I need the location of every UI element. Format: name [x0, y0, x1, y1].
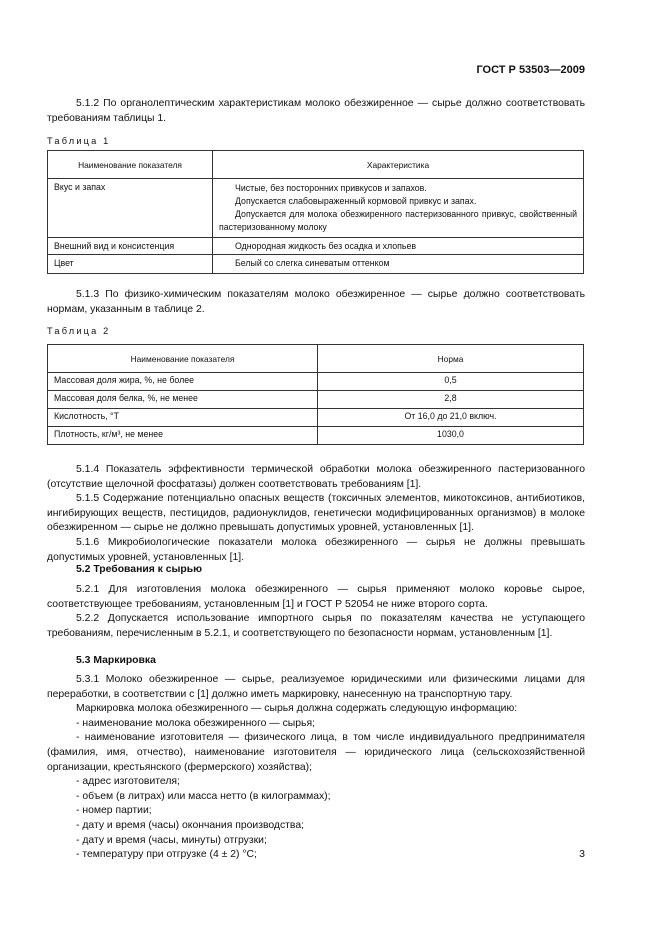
list-item: - дату и время (часы, минуты) отгрузки;	[76, 834, 267, 846]
paragraph-5-1-5: 5.1.5 Содержание потенциально опасных веществ (токсичных элементов, микотоксинов, антибиотиков, ингибирующих веществ, пестицидов, радионуклидов, генетически модифицированных организмов) в молоке обезжиренном — сырье не должно превышать допустимых уровней, установленных [1].	[47, 493, 585, 534]
table2-header-norm: Норма	[318, 345, 584, 373]
char-line: Допускается для молока обезжиренного пастеризованного привкус, свойственный пастеризованному молоку	[219, 209, 577, 232]
paragraph-5-2-2: 5.2.2 Допускается использование импортного сырья по показателям качества не уступающего требованиям, перечисленным в 5.2.1, и соответствующего по безопасности нормам, установленным [1].	[47, 613, 585, 639]
table1-header-name: Наименование показателя	[48, 151, 213, 179]
table2-header-name: Наименование показателя	[48, 345, 318, 373]
table1-cell-name: Цвет	[48, 255, 213, 274]
paragraph-5-1-4: 5.1.4 Показатель эффективности термической обработки молока обезжиренного пастеризованного (отсутствие щелочной фосфатазы) должен соответствовать требованиям [1].	[47, 464, 585, 490]
table2-caption: Таблица 2	[47, 326, 111, 336]
document-header: ГОСТ Р 53503—2009	[476, 64, 585, 76]
table2-cell-name: Массовая доля белка, %, не менее	[48, 391, 318, 409]
table2-cell-value: 2,8	[318, 391, 584, 409]
table2-cell-value: 1030,0	[318, 427, 584, 445]
table1-cell-char: Белый со слегка синеватым оттенком	[213, 255, 584, 274]
paragraph-5-1-3: 5.1.3 По физико-химическим показателям молоко обезжиренное — сырье должно соответствовать нормам, указанным в таблице 2.	[47, 289, 585, 315]
section-5-3-body	[47, 673, 585, 863]
table2-cell-name: Плотность, кг/м³, не менее	[48, 427, 318, 445]
table-row	[48, 391, 584, 409]
table2-cell-name: Кислотность, °Т	[48, 409, 318, 427]
section-5-2-body	[47, 583, 585, 641]
list-item: - номер партии;	[76, 805, 152, 817]
table-row	[48, 255, 584, 274]
table1-cell-char: Однородная жидкость без осадка и хлопьев	[213, 238, 584, 255]
section-heading-5-2: 5.2 Требования к сырью	[76, 564, 203, 575]
table-row	[48, 238, 584, 255]
table2-cell-name: Массовая доля жира, %, не более	[48, 373, 318, 391]
section-heading-5-3: 5.3 Маркировка	[76, 655, 156, 666]
table1-cell-char	[213, 179, 584, 238]
list-item: - дату и время (часы) окончания производства;	[76, 819, 305, 831]
table1-cell-name: Внешний вид и консистенция	[48, 238, 213, 255]
char-line: Допускается слабовыраженный кормовой привкус и запах.	[235, 196, 477, 206]
table-row	[48, 409, 584, 427]
list-item: - наименование молока обезжиренного — сырья;	[76, 717, 315, 729]
list-item: - температуру при отгрузке (4 ± 2) °С;	[76, 849, 257, 861]
list-item: - наименование изготовителя — физического лица, в том числе индивидуального предпринимателя (фамилия, имя, отчество), наименование изготовителя — юридического лица (сельскохозяйственной организации, крестьянского (фермерского) хозяйства);	[47, 732, 585, 773]
table-row	[48, 427, 584, 445]
table1-caption: Таблица 1	[47, 136, 111, 146]
paragraph-5-3-1: 5.3.1 Молоко обезжиренное — сырье, реализуемое юридическими или физическими лицами для переработки, в соответствии с [1] должно иметь маркировку, нанесенную на транспортную тару.	[47, 674, 585, 700]
list-item: - адрес изготовителя;	[76, 776, 180, 788]
table2-cell-value: 0,5	[318, 373, 584, 391]
section-5-1-4-to-5-1-6	[47, 463, 585, 565]
char-line: Чистые, без посторонних привкусов и запахов.	[235, 183, 427, 193]
table2-cell-value: От 16,0 до 21,0 включ.	[318, 409, 584, 427]
page-number: 3	[579, 848, 585, 860]
table1-cell-name: Вкус и запах	[48, 179, 213, 238]
table-row	[48, 373, 584, 391]
table-row	[48, 179, 584, 238]
paragraph-5-1-2: 5.1.2 По органолептическим характеристикам молоко обезжиренное — сырье должно соответствовать требованиям таблицы 1.	[47, 98, 585, 124]
table1-header-char: Характеристика	[213, 151, 584, 179]
table-1	[47, 150, 584, 274]
paragraph-5-2-1: 5.2.1 Для изготовления молока обезжиренного — сырья применяют молоко коровье сырое, соответствующее требованиям, установленным [1] и ГОСТ Р 52054 не ниже второго сорта.	[47, 584, 585, 610]
table-2	[47, 344, 584, 445]
list-item: - объем (в литрах) или масса нетто (в килограммах);	[76, 790, 331, 802]
paragraph-5-3-1-b: Маркировка молока обезжиренного — сырья должна содержать следующую информацию:	[76, 703, 518, 715]
paragraph-5-1-6: 5.1.6 Микробиологические показатели молока обезжиренного — сырья не должны превышать допустимых уровней, установленных [1].	[47, 536, 585, 563]
